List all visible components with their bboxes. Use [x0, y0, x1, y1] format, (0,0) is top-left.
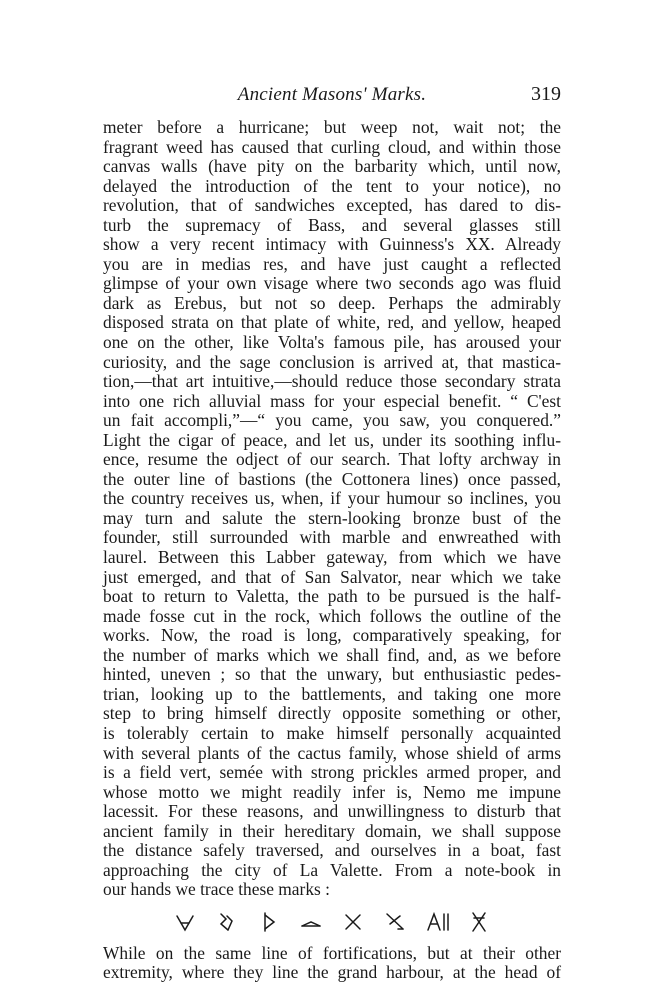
text-line: the country receives us, when, if your humour so inclines, you — [103, 488, 561, 509]
text-line: dark as Erebus, but not so deep. Perhaps the admirably — [103, 292, 561, 313]
text-line: revolution, that of sandwiches excepted, has dared to dis- — [103, 195, 561, 216]
text-line: boat to return to Valetta, the path to be pursued is the half- — [103, 586, 561, 607]
text-line: fragrant weed has caused that curling cloud, and within those — [103, 136, 561, 157]
text-line: one on the other, like Volta's famous pile, has aroused your — [103, 332, 561, 353]
text-line: turb the supremacy of Bass, and several glasses still — [103, 214, 561, 235]
text-line: un fait accompli,”—“ you came, you saw, you conquered.” — [103, 410, 561, 431]
text-line: may turn and salute the stern-looking bronze bust of the — [103, 507, 561, 528]
text-line: curiosity, and the sage conclusion is arrived at, that mastica- — [103, 351, 561, 372]
text-line: is a field vert, semée with strong prickles armed proper, and — [103, 762, 561, 783]
text-line: is tolerably certain to make himself personally acquainted — [103, 722, 561, 743]
text-line: disposed strata on that plate of white, red, and yellow, heaped — [103, 312, 561, 333]
mark-arrow-glyph — [384, 910, 406, 934]
running-head — [103, 84, 561, 112]
mark-x-glyph — [342, 910, 364, 934]
mark-ai-glyph — [426, 910, 448, 934]
text-line: the distance safely traversed, and ourselves in a boat, fast — [103, 840, 561, 861]
mark-bar-glyph — [300, 910, 322, 934]
text-line: you are in medias res, and have just caught a reflected — [103, 253, 561, 274]
text-line: the number of marks which we shall find, and, as we before — [103, 644, 561, 665]
body-text — [103, 118, 561, 983]
text-line: just emerged, and that of San Salvator, near which we take — [103, 566, 561, 587]
text-line: laurel. Between this Labber gateway, from which we have — [103, 547, 561, 568]
text-line: whose motto we might readily infer is, Nemo me impune — [103, 781, 561, 802]
masons-marks-row — [103, 900, 561, 944]
text-line: works. Now, the road is long, comparatively speaking, for — [103, 625, 561, 646]
paragraph-1 — [103, 118, 561, 900]
running-title: Ancient Masons' Marks. — [237, 84, 427, 105]
text-line: step to bring himself directly opposite something or other, — [103, 703, 561, 724]
text-line: made fosse cut in the rock, which follows the outline of the — [103, 605, 561, 626]
page-number: 319 — [531, 83, 561, 105]
text-line: hinted, uneven ; so that the unwary, but enthusiastic pedes- — [103, 664, 561, 685]
text-line: tion,—that art intuitive,—should reduce those secondary strata — [103, 371, 561, 392]
text-line: with several plants of the cactus family, whose shield of arms — [103, 742, 561, 763]
text-line: trian, looking up to the battlements, and taking one more — [103, 683, 561, 704]
text-line: founder, still surrounded with marble and enwreathed with — [103, 527, 561, 548]
text-line: the outer line of bastions (the Cottonera lines) once passed, — [103, 468, 561, 489]
text-line: While on the same line of fortifications, but at their other — [103, 942, 561, 963]
mark-d-glyph — [258, 910, 280, 934]
mark-v-glyph — [174, 910, 196, 934]
text-line: extremity, where they line the grand harbour, at the head of — [103, 962, 561, 983]
mark-s-glyph — [216, 910, 238, 934]
text-line: glimpse of your own visage where two seconds ago was fluid — [103, 273, 561, 294]
text-line: our hands we trace these marks : — [103, 879, 330, 900]
text-line: show a very recent intimacy with Guinness's XX. Already — [103, 234, 561, 255]
text-line: ancient family in their hereditary domain, we shall suppose — [103, 820, 561, 841]
text-line: delayed the introduction of the tent to your notice), no — [103, 175, 561, 196]
mark-double-x-glyph — [468, 910, 490, 934]
text-line: Light the cigar of peace, and let us, under its soothing influ- — [103, 429, 561, 450]
text-line: meter before a hurricane; but weep not, wait not; the — [103, 117, 561, 137]
text-line: ence, resume the odject of our search. That lofty archway in — [103, 449, 561, 470]
text-line: canvas walls (have pity on the barbarity which, until now, — [103, 156, 561, 177]
text-line: lacessit. For these reasons, and unwillingness to disturb that — [103, 801, 561, 822]
paragraph-2 — [103, 944, 561, 983]
text-line: into one rich alluvial mass for your especial benefit. “ C'est — [103, 390, 561, 411]
text-line: approaching the city of La Valette. From a note-book in — [103, 859, 561, 880]
